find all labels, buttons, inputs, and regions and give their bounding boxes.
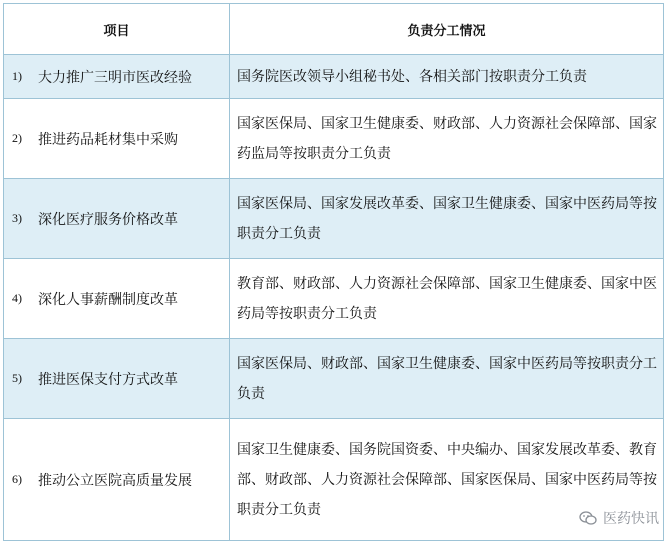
responsibility-text: 国务院医改领导小组秘书处、各相关部门按职责分工负责 <box>237 68 587 85</box>
responsibility-cell <box>230 99 664 179</box>
item-cell <box>4 179 230 259</box>
responsibility-text: 国家医保局、国家发展改革委、国家卫生健康委、国家中医药局等按职责分工负责 <box>237 195 657 242</box>
item-cell <box>4 55 230 99</box>
table-row <box>4 99 664 179</box>
table-row <box>4 339 664 419</box>
responsibility-cell <box>230 259 664 339</box>
item-name: 大力推广三明市医改经验 <box>38 69 192 86</box>
header-item: 项目 <box>4 4 230 55</box>
row-number: 5) <box>12 371 22 385</box>
responsibility-table <box>3 3 664 541</box>
item-name: 深化人事薪酬制度改革 <box>38 291 178 308</box>
row-number: 1) <box>12 69 22 83</box>
item-cell <box>4 339 230 419</box>
row-number: 6) <box>12 472 22 486</box>
item-cell <box>4 99 230 179</box>
responsibility-cell <box>230 55 664 99</box>
responsibility-text: 国家卫生健康委、国务院国资委、中央编办、国家发展改革委、教育部、财政部、人力资源社会保障部、国家医保局、国家中医药局等按职责分工负责 <box>237 441 657 518</box>
responsibility-text: 国家医保局、财政部、国家卫生健康委、国家中医药局等按职责分工负责 <box>237 355 657 402</box>
table-header-row <box>4 4 664 55</box>
table-row <box>4 179 664 259</box>
item-name: 推进药品耗材集中采购 <box>38 131 178 148</box>
table-row <box>4 55 664 99</box>
responsibility-cell <box>230 179 664 259</box>
wechat-official-account-icon <box>579 511 597 525</box>
item-name: 深化医疗服务价格改革 <box>38 211 178 228</box>
watermark <box>579 508 659 528</box>
item-cell <box>4 419 230 541</box>
item-name: 推动公立医院高质量发展 <box>38 472 192 489</box>
table-row <box>4 419 664 541</box>
row-number: 4) <box>12 291 22 305</box>
responsibility-text: 教育部、财政部、人力资源社会保障部、国家卫生健康委、国家中医药局等按职责分工负责 <box>237 275 657 322</box>
item-name: 推进医保支付方式改革 <box>38 371 178 388</box>
row-number: 2) <box>12 131 22 145</box>
table-row <box>4 259 664 339</box>
responsibility-text: 国家医保局、国家卫生健康委、财政部、人力资源社会保障部、国家药监局等按职责分工负责 <box>237 115 657 162</box>
header-responsibility: 负责分工情况 <box>230 4 664 55</box>
item-cell <box>4 259 230 339</box>
row-number: 3) <box>12 211 22 225</box>
responsibility-cell <box>230 339 664 419</box>
watermark-text: 医药快讯 <box>603 511 659 527</box>
